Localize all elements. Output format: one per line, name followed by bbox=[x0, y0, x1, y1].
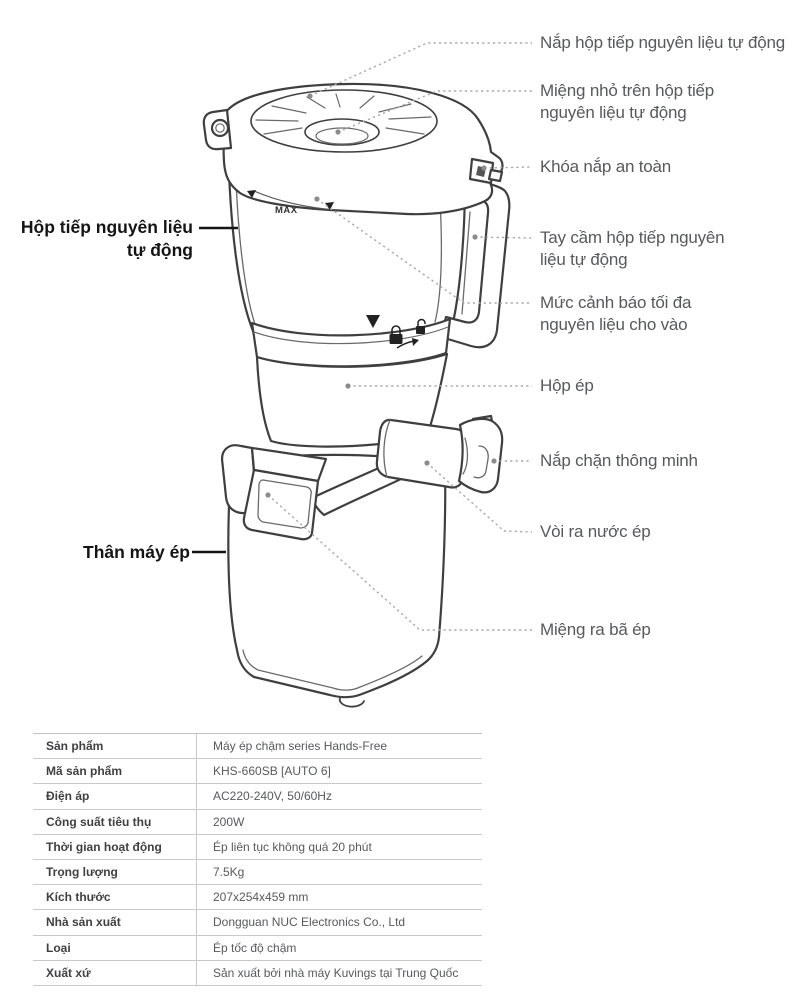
spec-label: Sản phẩm bbox=[33, 734, 197, 758]
feed-opening-drawing bbox=[305, 119, 379, 145]
spec-label: Trọng lượng bbox=[33, 860, 197, 884]
spec-value: 200W bbox=[213, 814, 245, 829]
spec-label: Công suất tiêu thụ bbox=[33, 810, 197, 834]
spec-label: Nhà sản xuất bbox=[33, 910, 197, 934]
spec-label: Kích thước bbox=[33, 885, 197, 909]
spec-value: AC220-240V, 50/60Hz bbox=[213, 789, 332, 804]
spec-label: Thời gian hoạt động bbox=[33, 835, 197, 859]
table-row bbox=[33, 835, 482, 860]
label-juice-spout: Vòi ra nước ép bbox=[540, 522, 651, 541]
label-small-mouth: Miệng nhỏ trên hộp tiếp nguyên liệu tự động bbox=[540, 81, 715, 122]
label-hopper-handle: Tay cầm hộp tiếp nguyên liệu tự động bbox=[540, 228, 725, 269]
spec-label: Loại bbox=[33, 936, 197, 960]
spec-value: Ép tốc độ chậm bbox=[213, 940, 297, 955]
spec-label: Xuất xứ bbox=[33, 961, 197, 985]
spec-value: Sản xuất bởi nhà máy Kuvings tại Trung Quốc bbox=[213, 965, 459, 980]
smart-cap-drawing bbox=[459, 416, 502, 492]
label-safety-lock: Khóa nắp an toàn bbox=[540, 157, 672, 176]
lid-ear-drawing bbox=[204, 110, 231, 149]
spec-label: Mã sản phẩm bbox=[33, 759, 197, 783]
table-row bbox=[33, 860, 482, 885]
table-row bbox=[33, 910, 482, 935]
max-text: MAX bbox=[275, 205, 298, 216]
spec-value: Ép liên tục không quá 20 phút bbox=[213, 839, 372, 854]
label-max-warning-level: Mức cảnh báo tối đa nguyên liệu cho vào bbox=[540, 293, 692, 334]
label-pulp-outlet: Miệng ra bã ép bbox=[540, 620, 651, 639]
label-smart-cap: Nắp chặn thông minh bbox=[540, 451, 698, 470]
table-row bbox=[33, 759, 482, 784]
table-row bbox=[33, 784, 482, 809]
label-auto-hopper: Hộp tiếp nguyên liệu tự động bbox=[20, 217, 193, 260]
spec-label: Điện áp bbox=[33, 784, 197, 808]
label-press-bowl: Hộp ép bbox=[540, 376, 594, 395]
label-machine-body: Thân máy ép bbox=[83, 542, 190, 562]
spec-value: Máy ép chậm series Hands-Free bbox=[213, 739, 388, 754]
label-hopper-lid: Nắp hộp tiếp nguyên liệu tự động bbox=[540, 33, 786, 52]
table-row bbox=[33, 885, 482, 910]
table-row bbox=[33, 936, 482, 961]
hopper-lid-drawing bbox=[204, 84, 503, 214]
spec-value: 7.5Kg bbox=[213, 865, 245, 880]
spec-value: 207x254x459 mm bbox=[213, 890, 309, 905]
spec-value: Dongguan NUC Electronics Co., Ltd bbox=[213, 915, 406, 930]
spec-value: KHS-660SB [AUTO 6] bbox=[213, 764, 331, 779]
table-row bbox=[33, 734, 482, 759]
spec-table bbox=[33, 733, 482, 986]
table-row bbox=[33, 810, 482, 835]
table-row bbox=[33, 961, 482, 986]
